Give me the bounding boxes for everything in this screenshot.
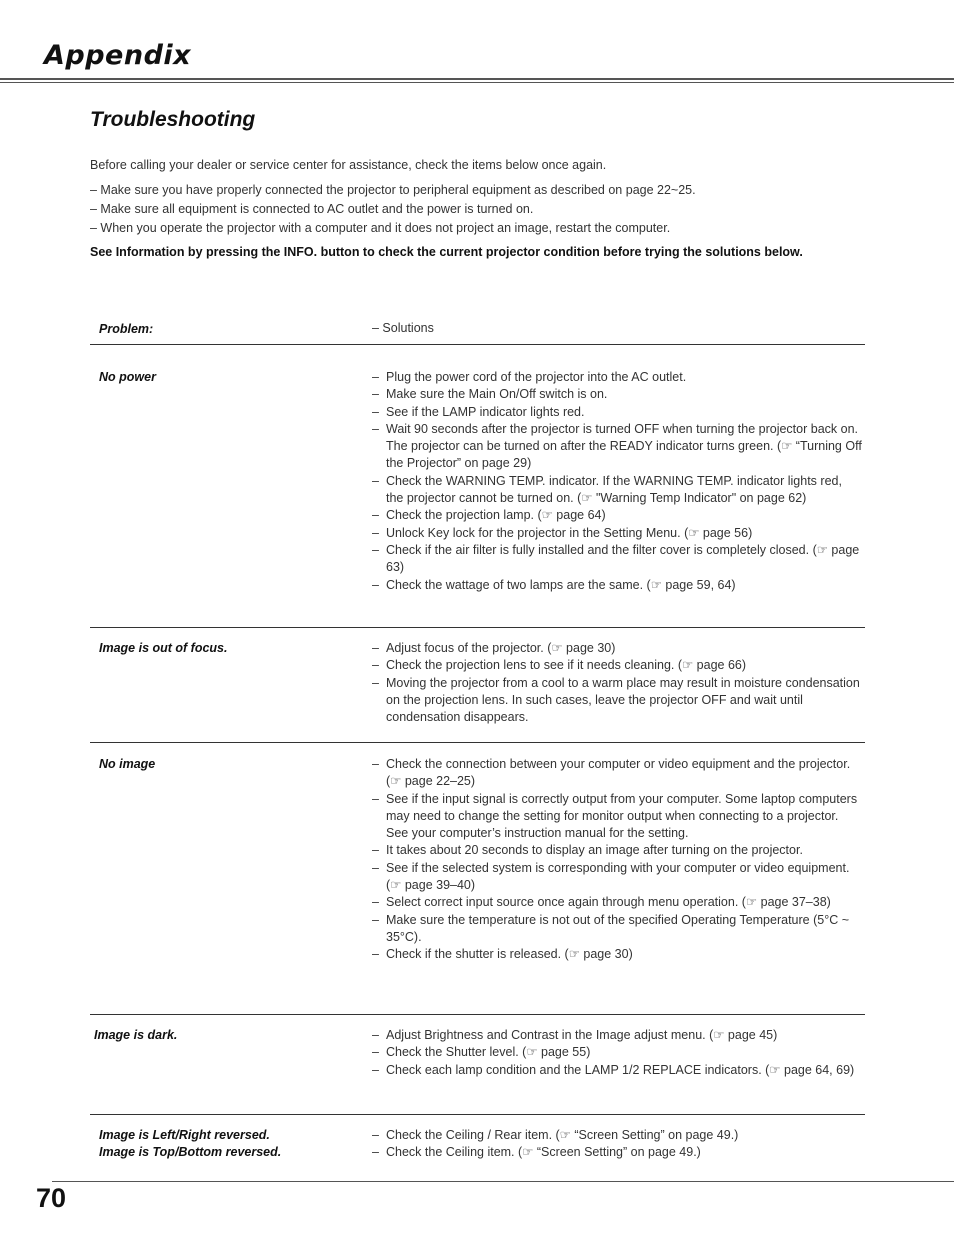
solution-item: – Adjust focus of the projector. (☞ page 30) <box>372 640 862 657</box>
section-title: Troubleshooting <box>90 108 256 131</box>
solution-item: – Check if the air filter is fully installed and the filter cover is completely closed. (☞ page 63) <box>372 542 862 577</box>
solution-item: – See if the selected system is corresponding with your computer or video equipment. (☞ page 39–40) <box>372 860 862 895</box>
check-item: – Make sure you have properly connected the projector to peripheral equipment as described on page 22~25. <box>90 183 696 197</box>
solution-item: – Check the Ceiling item. (☞ “Screen Setting” on page 49.) <box>372 1144 862 1161</box>
solution-list <box>372 640 862 726</box>
solution-item: – Check the WARNING TEMP. indicator. If the WARNING TEMP. indicator lights red, the projector cannot be turned on. (☞ "Warning Temp Indicator" on page 62) <box>372 473 862 508</box>
problem-header: Problem: <box>99 322 154 336</box>
footer-rule <box>52 1181 954 1182</box>
solution-item: – Check the projection lens to see if it needs cleaning. (☞ page 66) <box>372 657 862 674</box>
solution-item: – Check the Ceiling / Rear item. (☞ “Screen Setting” on page 49.) <box>372 1127 862 1144</box>
problem-label: Image is dark. <box>94 1028 178 1042</box>
table-divider <box>90 1014 865 1015</box>
solution-item: – Check each lamp condition and the LAMP 1/2 REPLACE indicators. (☞ page 64, 69) <box>372 1062 862 1079</box>
problem-label: Image is out of focus. <box>99 641 228 655</box>
solution-item: – Moving the projector from a cool to a warm place may result in moisture condensation on the projection lens. In such cases, leave the projector OFF and wait until condensation disappears. <box>372 675 862 727</box>
solution-item: – Check the connection between your computer or video equipment and the projector. (☞ page 22–25) <box>372 756 862 791</box>
solution-item: – Check the projection lamp. (☞ page 64) <box>372 507 862 524</box>
solution-list <box>372 1127 862 1162</box>
solution-item: – See if the input signal is correctly output from your computer. Some laptop computers may need to change the setting for monitor output when connecting to a projector. See your computer’s instruction manual for the setting. <box>372 791 862 843</box>
solution-item: – Wait 90 seconds after the projector is turned OFF when turning the projector back on. The projector can be turned on after the READY indicator turns green. (☞ “Turning Off the Projector” on page 29) <box>372 421 862 473</box>
table-divider <box>90 1114 865 1115</box>
table-divider <box>90 627 865 628</box>
solution-list <box>372 756 862 964</box>
solutions-header: – Solutions <box>372 321 434 335</box>
intro-text: Before calling your dealer or service center for assistance, check the items below once again. <box>90 158 607 172</box>
check-item: – When you operate the projector with a computer and it does not project an image, restart the computer. <box>90 221 671 235</box>
problem-label: Image is Top/Bottom reversed. <box>99 1145 282 1159</box>
table-divider <box>90 742 865 743</box>
problem-label: No image <box>99 757 156 771</box>
solution-item: – Unlock Key lock for the projector in the Setting Menu. (☞ page 56) <box>372 525 862 542</box>
solution-item: – Check the wattage of two lamps are the same. (☞ page 59, 64) <box>372 577 862 594</box>
info-note: See Information by pressing the INFO. button to check the current projector condition before trying the solutions below. <box>90 245 803 259</box>
solution-item: – Make sure the temperature is not out of the specified Operating Temperature (5°C ~ 35°C). <box>372 912 862 947</box>
solution-list <box>372 369 862 594</box>
solution-item: – Plug the power cord of the projector into the AC outlet. <box>372 369 862 386</box>
solution-item: – Check the Shutter level. (☞ page 55) <box>372 1044 862 1061</box>
problem-label: Image is Left/Right reversed. <box>99 1128 270 1142</box>
header-rule-thin <box>0 82 954 83</box>
table-divider <box>90 344 865 345</box>
solution-item: – Select correct input source once again through menu operation. (☞ page 37–38) <box>372 894 862 911</box>
appendix-heading: Appendix <box>44 40 192 71</box>
problem-label: No power <box>99 370 156 384</box>
check-item: – Make sure all equipment is connected to AC outlet and the power is turned on. <box>90 202 534 216</box>
header-rule <box>0 78 954 80</box>
solution-item: – Check if the shutter is released. (☞ page 30) <box>372 946 862 963</box>
solution-item: – Make sure the Main On/Off switch is on. <box>372 386 862 403</box>
solution-item: – See if the LAMP indicator lights red. <box>372 404 862 421</box>
solution-item: – It takes about 20 seconds to display an image after turning on the projector. <box>372 842 862 859</box>
solution-item: – Adjust Brightness and Contrast in the Image adjust menu. (☞ page 45) <box>372 1027 862 1044</box>
solution-list <box>372 1027 862 1079</box>
page-number: 70 <box>36 1183 67 1213</box>
